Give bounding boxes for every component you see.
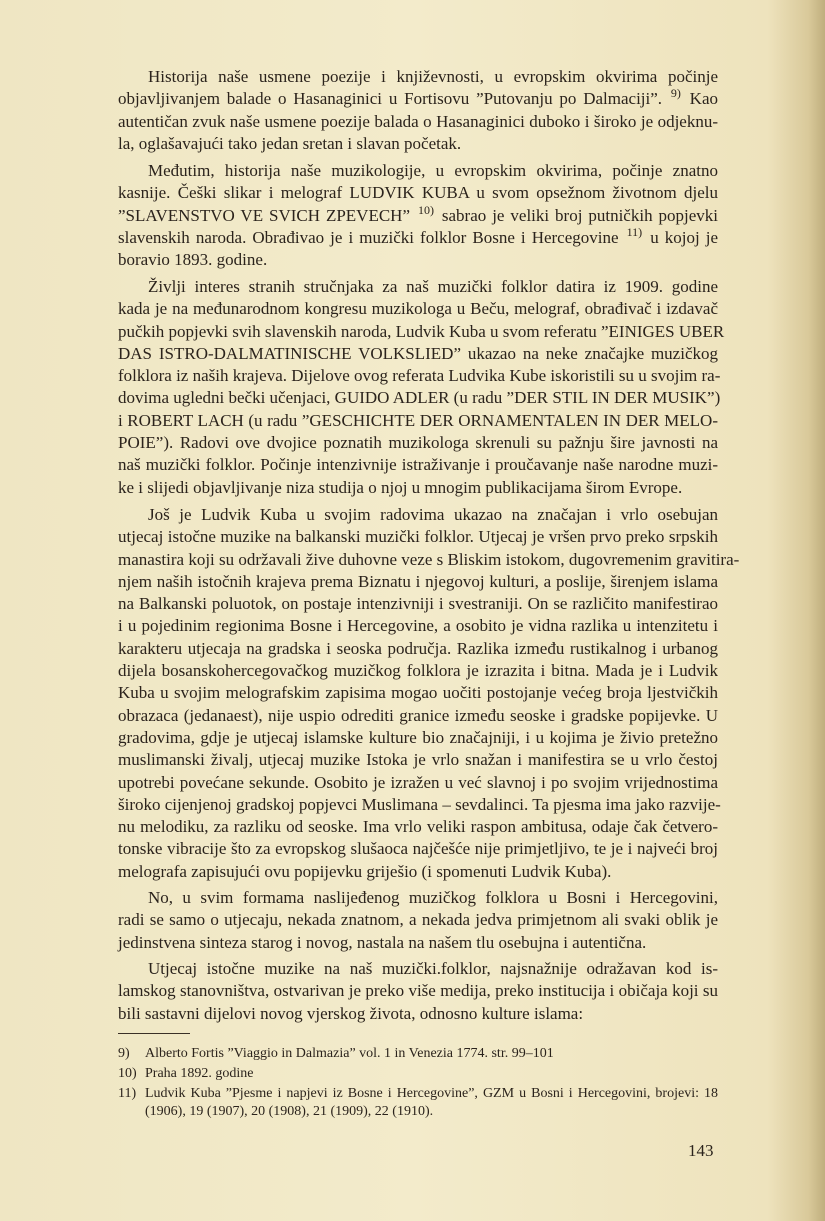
footnote-text: Praha 1892. godine <box>145 1066 254 1081</box>
text-segment: jedinstvena sinteza starog i novog, nastala na našem tlu osebujna i autentična. <box>118 932 647 952</box>
footnote-divider <box>118 1033 190 1034</box>
text-segment: naš muzički folklor. Počinje intenzivnije istraživanje i proučavanje naše narodne muzi- <box>118 455 718 475</box>
text-line <box>118 410 718 432</box>
text-line <box>118 133 718 155</box>
text-line <box>118 549 740 571</box>
text-segment: sabrao je veliki broj putničkih popjevki <box>441 205 718 225</box>
text-segment: na Balkanski poluotok, on postaje intenzivniji i svestraniji. On se različito manifestirao <box>118 594 718 614</box>
footnote-reference: 10) <box>417 202 434 217</box>
text-line <box>118 276 718 298</box>
text-line <box>118 980 718 1002</box>
text-line <box>118 343 718 365</box>
text-segment: nu melodiku, za razliku od seoske. Ima vrlo veliki raspon ambitusa, odaje čak četvero- <box>118 817 718 837</box>
text-line <box>118 1003 718 1025</box>
text-segment: u kojoj je <box>650 227 718 247</box>
text-segment: utjecaj istočne muzike na balkanski muzički folklor. Utjecaj je vršen prvo preko srpskih <box>118 527 718 547</box>
text-line <box>118 88 718 110</box>
text-segment: Kao <box>689 89 718 109</box>
text-segment: DAS ISTRO-DALMATINISCHE VOLKSLIED” ukazao na neke značajke muzičkog <box>118 343 718 363</box>
text-segment: njem naših istočnih krajeva prema Biznatu i njegovoj kulturi, a poslije, širenjem islama <box>118 571 718 591</box>
text-segment: melografa zapisujući ovu popijevku griješio (i spomenuti Ludvik Kuba). <box>118 861 612 881</box>
text-segment: i u pojedinim regionima Bosne i Hercegovine, a osobito je vidna razlika u intenzitetu i <box>118 616 718 636</box>
text-segment: upotrebi povećane sekunde. Osobito je izražen u već slavnoj i po svojim vrijednostima <box>118 772 718 792</box>
paragraph <box>118 66 718 155</box>
text-line <box>118 202 718 227</box>
text-line <box>118 772 718 794</box>
text-line <box>118 909 718 931</box>
text-segment: slavenskih naroda. Obrađivao je i muzički folklor Bosne i Hercegovine <box>118 227 619 247</box>
page-number: 143 <box>688 1141 714 1160</box>
text-line <box>118 861 718 883</box>
text-segment: Historija naše usmene poezije i književnosti, u evropskim okvirima počinje <box>148 67 718 86</box>
text-segment: Kuba u svojim melografskim zapisima mogao uočiti postojanje većeg broja ljestvičkih <box>118 683 718 703</box>
text-segment: ke i slijedi objavljivanje niza studija o njoj u mnogim publikacijama širom Evrope. <box>118 477 683 497</box>
paragraph <box>118 504 740 883</box>
text-segment: folklora iz naših krajeva. Dijelove ovog referata Ludvika Kube iskoristili su u svojim ra- <box>118 366 721 386</box>
text-segment: široko cijenjenoj gradskoj popjevci Muslimana – sevdalinci. Ta pjesma ima jako razvije- <box>118 794 721 814</box>
text-segment: muslimanski živalj, utjecaj muzike Istoka je vrlo snažan i manifestira se u vrlo čestoj <box>118 750 718 770</box>
text-segment: dijela bosanskohercegovačkog muzičkog folklora je izrazita i bitna. Mada je i Ludvik <box>118 661 718 681</box>
text-line <box>118 794 721 816</box>
footnote <box>118 1065 718 1083</box>
text-line <box>118 66 718 88</box>
text-segment: objavljivanjem balade o Hasanaginici u Fortisovu ”Putovanju po Dalmaciji”. <box>118 89 663 109</box>
text-segment: karakteru utjecaja na gradska i seoska područja. Razlika između rustikalnog i urbanog <box>118 638 718 658</box>
footnote <box>118 1045 718 1063</box>
paragraph <box>118 276 725 499</box>
text-line <box>118 958 718 980</box>
footnote-text: Alberto Fortis ”Viaggio in Dalmazia” vol. 1 in Venezia 1774. str. 99–101 <box>145 1046 554 1061</box>
text-line <box>118 504 718 526</box>
text-segment: kasnije. Češki slikar i melograf LUDVIK KUBA u svom opsežnom životnom djelu <box>118 183 718 203</box>
text-line <box>118 638 718 660</box>
text-line <box>118 887 718 909</box>
text-segment: pučkih popjevki svih slavenskih naroda, Ludvik Kuba u svom referatu ”EINIGES UBER <box>118 321 725 341</box>
text-line <box>118 593 718 615</box>
text-line <box>118 365 721 387</box>
text-segment: tonske vibracije što za evropskog slušaoca najčešće nije primjetljivo, te je i najveći broj <box>118 839 718 859</box>
text-line <box>118 477 718 499</box>
text-segment: obrazaca (jedanaest), nije uspio odrediti granice između seoske i gradske popijevke. U <box>118 705 718 725</box>
text-line <box>118 705 718 727</box>
text-line <box>118 160 718 182</box>
text-segment: autentičan zvuk naše usmene poezije balada o Hasanaginici duboko i široko je odjeknu- <box>118 111 718 131</box>
text-line <box>118 727 718 749</box>
text-line <box>118 838 718 860</box>
text-line <box>118 298 718 320</box>
text-segment: boravio 1893. godine. <box>118 250 268 270</box>
text-line <box>118 749 718 771</box>
text-segment: Međutim, historija naše muzikologije, u evropskim okvirima, počinje znatno <box>148 161 718 180</box>
text-line <box>118 432 718 454</box>
text-segment: lamskog stanovništva, ostvarivan je preko više medija, preko institucija i običaja koji su <box>118 981 718 1001</box>
footnote <box>118 1085 718 1121</box>
footnote-number: 11) <box>118 1086 137 1101</box>
text-segment: Još je Ludvik Kuba u svojim radovima ukazao na značajan i vrlo osebujan <box>148 505 718 524</box>
text-line <box>118 682 718 704</box>
text-line <box>118 615 718 637</box>
text-line <box>118 526 718 548</box>
footnote-reference: 9) <box>670 86 681 101</box>
text-segment: radi se samo o utjecaju, nekada znatnom, a nekada jedva primjetnom ali svaki oblik je <box>118 910 718 930</box>
text-segment: dovima ugledni bečki učenjaci, GUIDO ADLER (u radu ”DER STIL IN DER MUSIK”) <box>118 388 721 408</box>
text-line <box>118 111 718 133</box>
paragraph <box>118 887 718 954</box>
text-line <box>118 932 718 954</box>
text-line <box>118 249 718 271</box>
footnote-number: 9) <box>118 1046 130 1061</box>
text-line <box>118 224 718 249</box>
text-segment: ”SLAVENSTVO VE SVICH ZPEVECH” <box>118 205 411 225</box>
text-line <box>118 816 718 838</box>
paragraph <box>118 958 718 1025</box>
text-segment: Življi interes stranih stručnjaka za naš muzički folklor datira iz 1909. godine <box>148 277 718 296</box>
text-line <box>118 571 718 593</box>
text-line <box>118 182 718 204</box>
text-segment: No, u svim formama naslijeđenog muzičkog folklora u Bosni i Hercegovini, <box>148 888 718 907</box>
footnote-reference: 11) <box>626 224 643 239</box>
text-segment: la, oglašavajući tako jedan sretan i slavan početak. <box>118 133 462 153</box>
text-segment: Utjecaj istočne muzike na naš muzički.folklor, najsnažnije odražavan kod is- <box>148 959 718 978</box>
text-segment: manastira koji su održavali žive duhovne veze s Bliskim istokom, dugovremenim gravitira- <box>118 549 740 569</box>
footnote-text: (1906), 19 (1907), 20 (1908), 21 (1909), 22 (1910). <box>145 1104 434 1119</box>
text-segment: gradovima, gdje je utjecaj islamske kulture bio značajniji, i u kojima je živio pretežno <box>118 727 718 747</box>
text-segment: kada je na međunarodnom kongresu muzikologa u Beču, melograf, obrađivač i izdavač <box>118 299 718 319</box>
text-line <box>118 321 725 343</box>
text-line <box>118 454 718 476</box>
text-segment: i ROBERT LACH (u radu ”GESCHICHTE DER ORNAMENTALEN IN DER MELO- <box>118 410 718 430</box>
text-segment: bili sastavni dijelovi novog vjerskog života, odnosno kulture islama: <box>118 1003 584 1023</box>
paragraph <box>118 160 718 271</box>
text-segment: POIE”). Radovi ove dvojice poznatih muzikologa skrenuli su pažnju šire javnosti na <box>118 433 718 453</box>
text-line <box>118 387 721 409</box>
footnote-number: 10) <box>118 1066 137 1081</box>
text-line <box>118 660 718 682</box>
footnote-text: Ludvik Kuba ”Pjesme i napjevi iz Bosne i Hercegovine”, GZM u Bosni i Hercegovini, brojevi: 18 <box>145 1086 718 1101</box>
